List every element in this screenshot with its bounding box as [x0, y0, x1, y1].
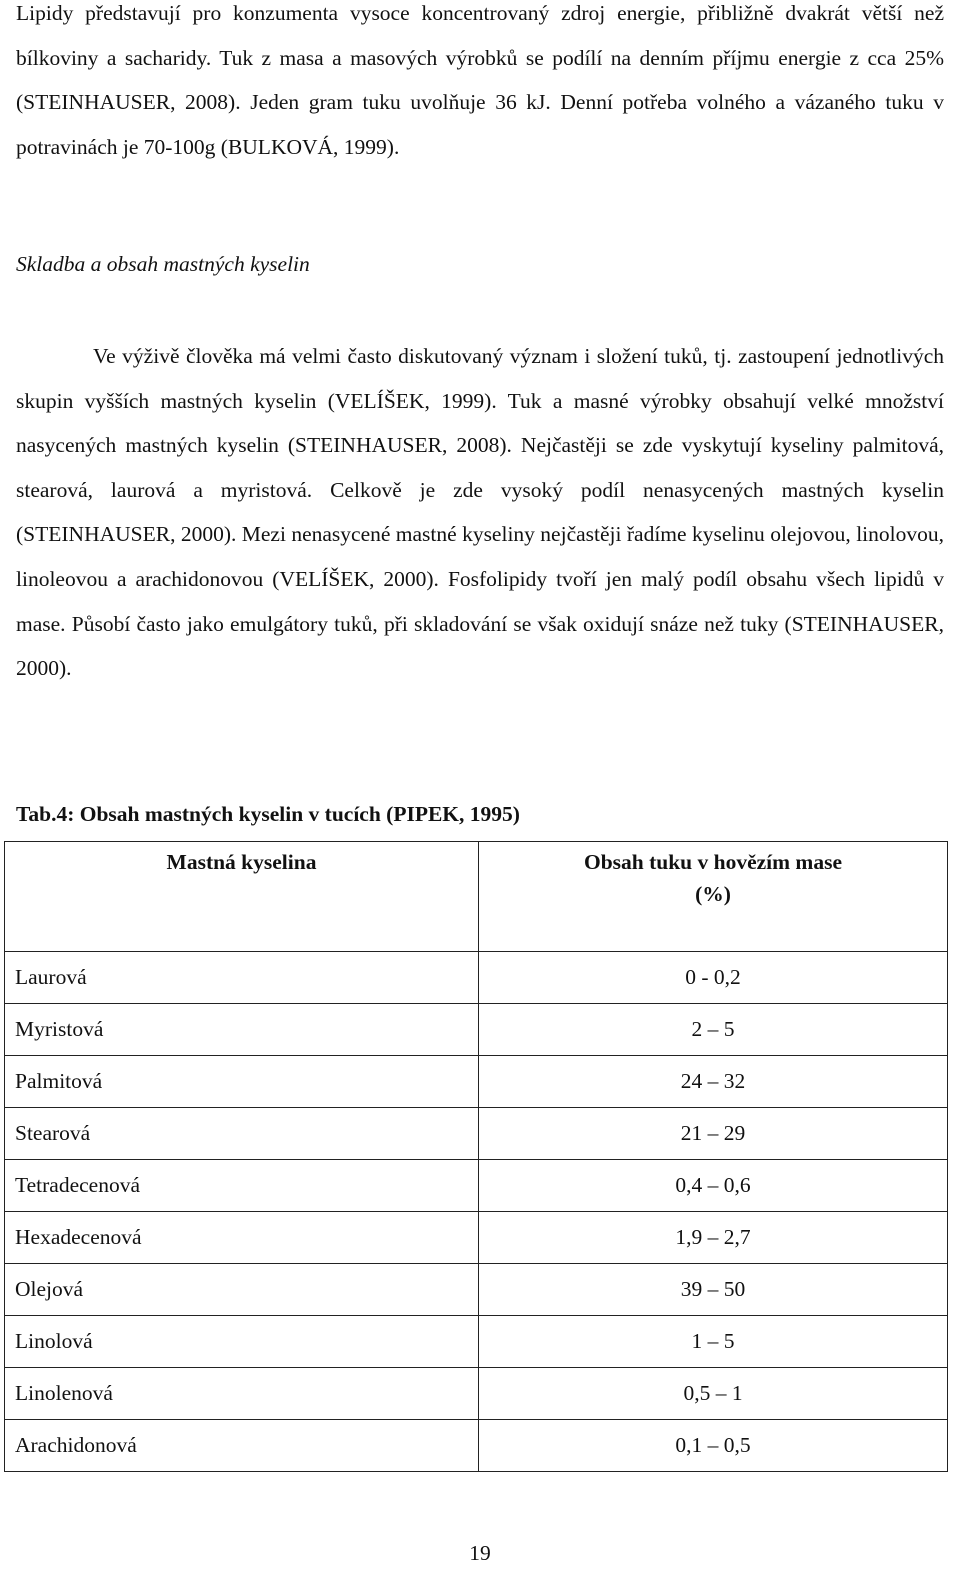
fatty-acid-name: Linolová: [5, 1316, 479, 1368]
fatty-acid-name: Hexadecenová: [5, 1212, 479, 1264]
table-row: [5, 1056, 948, 1108]
table-row: [5, 1108, 948, 1160]
fat-content-value: 39 – 50: [479, 1264, 948, 1316]
table-row: [5, 1420, 948, 1472]
table-row: [5, 1316, 948, 1368]
fat-content-value: 2 – 5: [479, 1004, 948, 1056]
header-fat-content: [479, 842, 948, 952]
fatty-acid-name: Myristová: [5, 1004, 479, 1056]
fatty-acid-name: Stearová: [5, 1108, 479, 1160]
fat-content-value: 24 – 32: [479, 1056, 948, 1108]
page-number: 19: [469, 1541, 491, 1565]
table-row: [5, 1212, 948, 1264]
table-row: [5, 952, 948, 1004]
table-row: [5, 1160, 948, 1212]
fat-content-value: 21 – 29: [479, 1108, 948, 1160]
section-heading: Skladba a obsah mastných kyselin: [16, 252, 310, 276]
header-fat-content-unit: (%): [695, 882, 731, 906]
fatty-acids-paragraph: Ve výživě člověka má velmi často diskutovaný význam i složení tuků, tj. zastoupení jednotlivých skupin vyšších mastných kyselin (VELÍŠEK, 1999). Tuk a masné výrobky obsahují velké množství nasycených mastných kyselin (STEINHAUSER, 2008). Nejčastěji se zde vyskytují kyseliny palmitová, stearová, laurová a myristová. Celkově je zde vysoký podíl nenasycených mastných kyselin (STEINHAUSER, 2000). Mezi nenasycené mastné kyseliny nejčastěji řadíme kyselinu olejovou, linolovou, linoleovou a arachidonovou (VELÍŠEK, 2000). Fosfolipidy tvoří jen malý podíl obsahu všech lipidů v mase. Působí často jako emulgátory tuků, při skladování se však oxidují snáze než tuky (STEINHAUSER, 2000).: [16, 344, 944, 681]
fat-content-value: 1 – 5: [479, 1316, 948, 1368]
fatty-acid-name: Palmitová: [5, 1056, 479, 1108]
table-caption: Tab.4: Obsah mastných kyselin v tucích (PIPEK, 1995): [16, 802, 520, 826]
fatty-acid-name: Tetradecenová: [5, 1160, 479, 1212]
table-row: [5, 1368, 948, 1420]
intro-paragraph: Lipidy představují pro konzumenta vysoce koncentrovaný zdroj energie, přibližně dvakrát větší než bílkoviny a sacharidy. Tuk z masa a masových výrobků se podílí na denním příjmu energie z cca 25% (STEINHAUSER, 2008). Jeden gram tuku uvolňuje 36 kJ. Denní potřeba volného a vázaného tuku v potravinách je 70-100g (BULKOVÁ, 1999).: [16, 1, 944, 159]
fatty-acid-name: Laurová: [5, 952, 479, 1004]
fat-content-value: 0 - 0,2: [479, 952, 948, 1004]
fatty-acid-name: Linolenová: [5, 1368, 479, 1420]
table-header-row: [5, 842, 948, 952]
fatty-acid-table: [4, 841, 948, 1472]
fat-content-value: 1,9 – 2,7: [479, 1212, 948, 1264]
table-row: [5, 1264, 948, 1316]
fat-content-value: 0,4 – 0,6: [479, 1160, 948, 1212]
fatty-acid-name: Arachidonová: [5, 1420, 479, 1472]
header-fatty-acid: Mastná kyselina: [5, 842, 479, 952]
fatty-acid-name: Olejová: [5, 1264, 479, 1316]
table-row: [5, 1004, 948, 1056]
header-fat-content-line1: Obsah tuku v hovězím mase: [583, 850, 843, 874]
fat-content-value: 0,1 – 0,5: [479, 1420, 948, 1472]
fat-content-value: 0,5 – 1: [479, 1368, 948, 1420]
